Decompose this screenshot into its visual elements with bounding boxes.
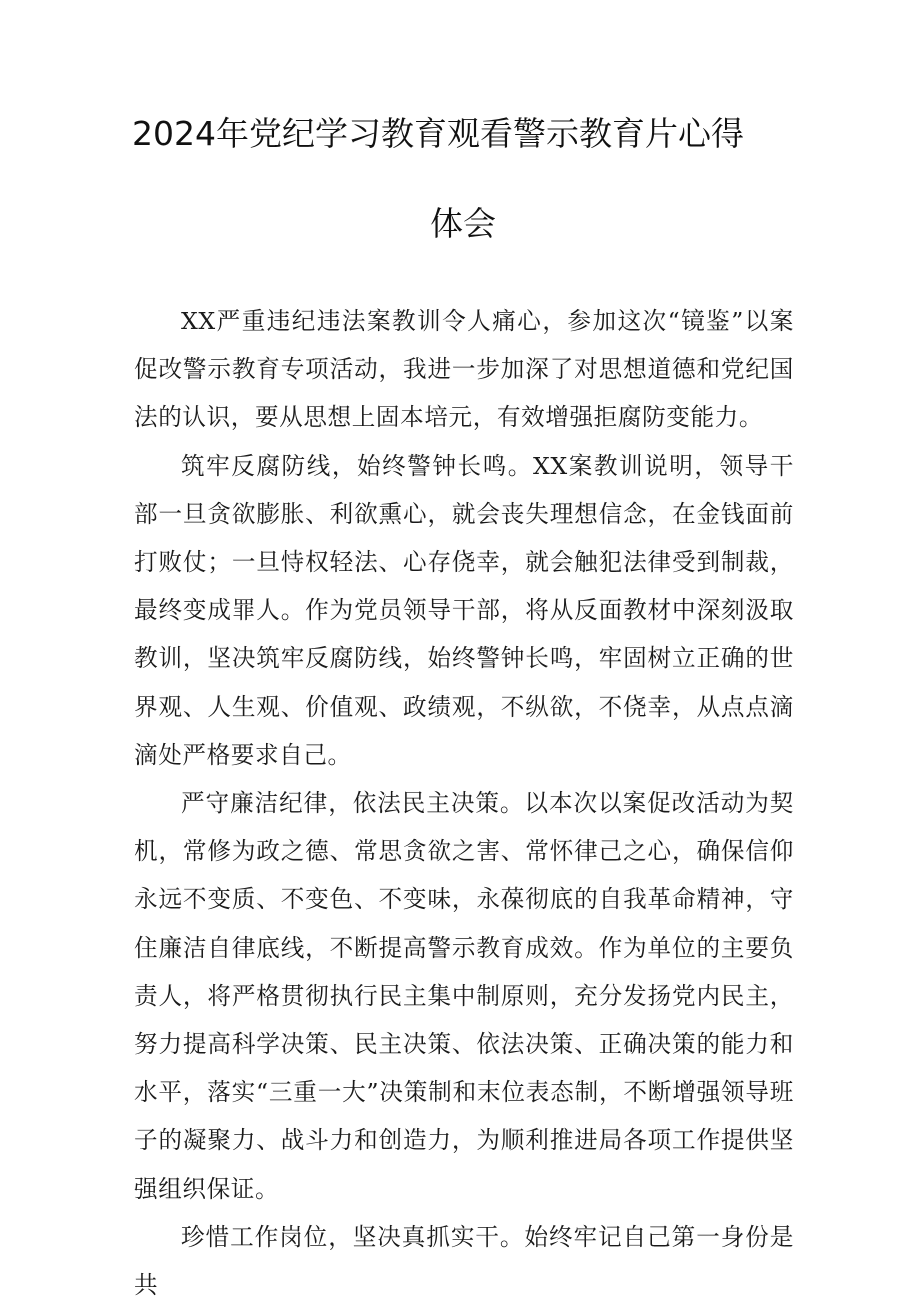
paragraph-3: 严守廉洁纪律，依法民主决策。以本次以案促改活动为契机，常修为政之德、常思贪欲之害、常怀律己之心，确保信仰永远不变质、不变色、不变味，永葆彻底的自我革命精神，守住廉洁自律底线，不断提高警示教育成效。作为单位的主要负责人，将严格贯彻执行民主集中制原则，充分发扬党内民主，努力提高科学决策、民主决策、依法决策、正确决策的能力和水平，落实“三重一大”决策制和末位表态制，不断增强领导班子的凝聚力、战斗力和创造力，为顺利推进局各项工作提供坚强组织保证。	[134, 789, 794, 1203]
document-title-line-1: 2024年党纪学习教育观看警示教育片心得	[132, 114, 744, 153]
document-body	[134, 297, 794, 1309]
paragraph-4: 珍惜工作岗位，坚决真抓实干。始终牢记自己第一身份是共	[134, 1222, 794, 1300]
document-title-line-2: 体会	[430, 204, 496, 243]
paragraph-2: 筑牢反腐防线，始终警钟长鸣。XX案教训说明，领导干部一旦贪欲膨胀、利欲熏心，就会丧失理想信念，在金钱面前打败仗；一旦恃权轻法、心存侥幸，就会触犯法律受到制裁，最终变成罪人。作为党员领导干部，将从反面教材中深刻汲取教训，坚决筑牢反腐防线，始终警钟长鸣，牢固树立正确的世界观、人生观、价值观、政绩观，不纵欲，不侥幸，从点点滴滴处严格要求自己。	[134, 451, 794, 769]
paragraph-1: XX严重违纪违法案教训令人痛心，参加这次“镜鉴”以案促改警示教育专项活动，我进一步加深了对思想道德和党纪国法的认识，要从思想上固本培元，有效增强拒腐防变能力。	[134, 307, 794, 432]
